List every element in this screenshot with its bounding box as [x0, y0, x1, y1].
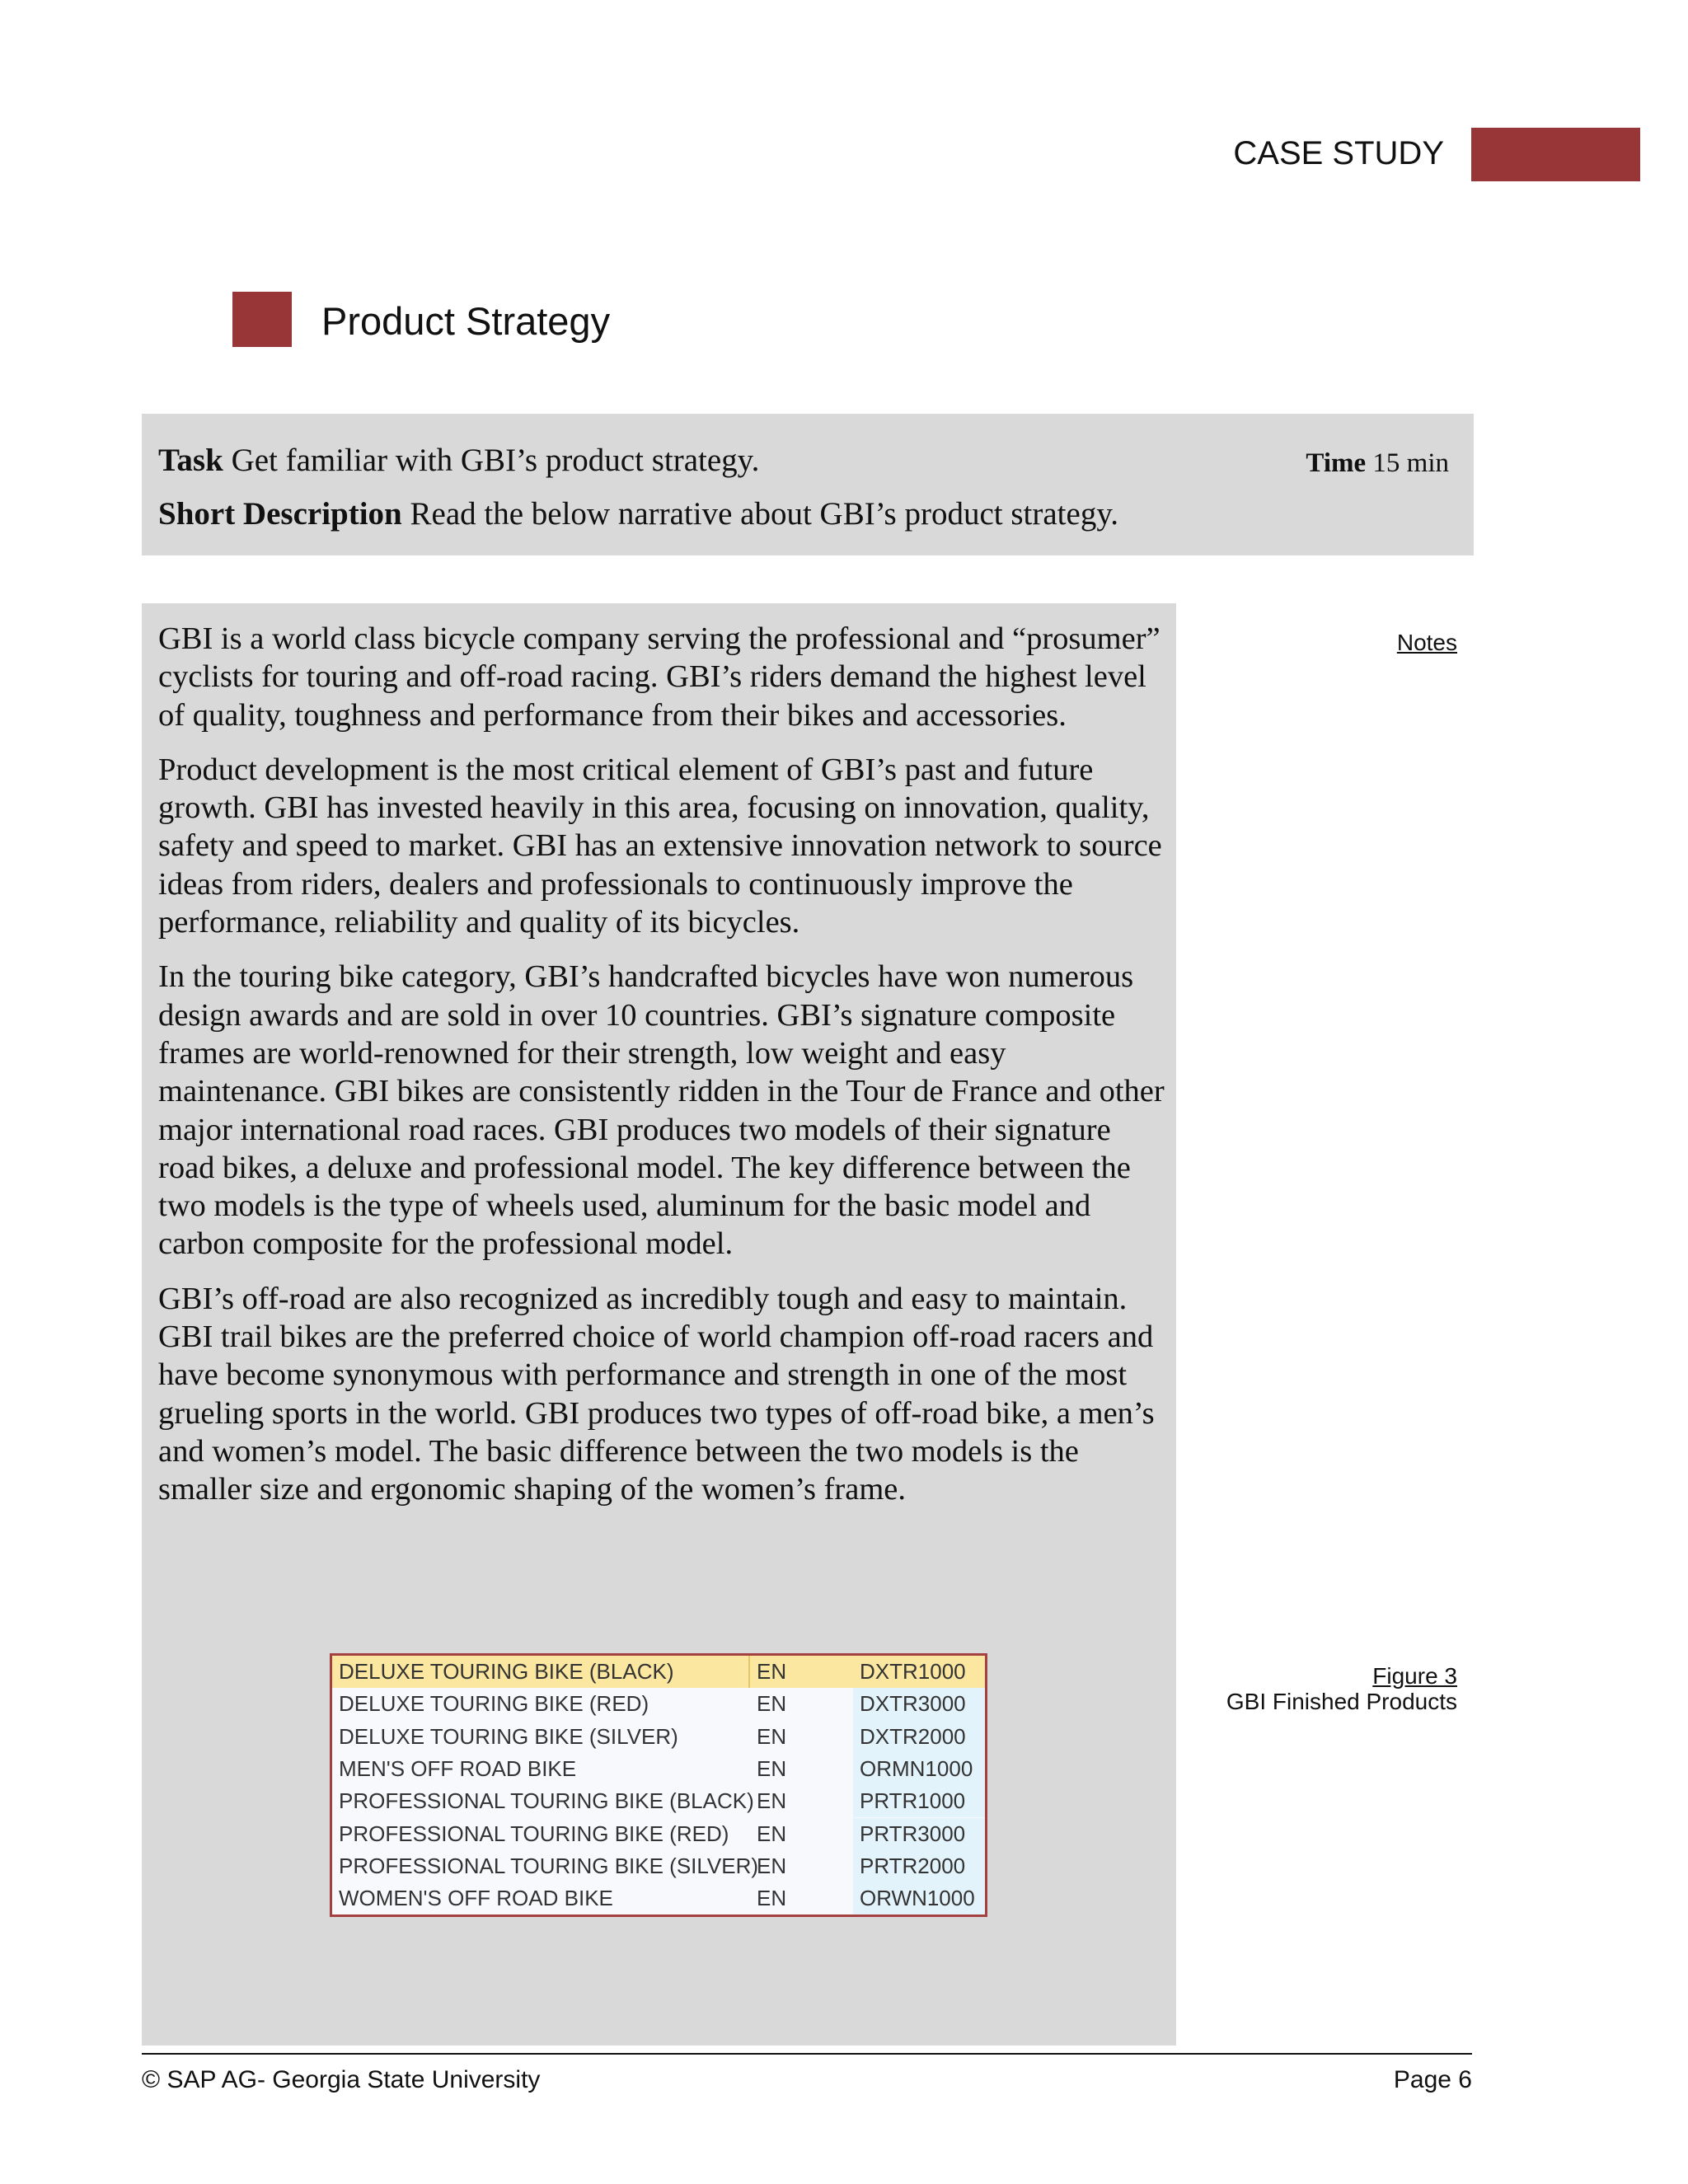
narrative-paragraph: In the touring bike category, GBI’s handcrafted bicycles have won numerous design awards and are sold in over 10 countries. GBI’s signature composite frames are world-renowned for their strength, low weight and easy maintenance. GBI bikes are consistently ridden in the Tour de France and other major international road races. GBI produces two models of their signature road bikes, a deluxe and professional model. The key difference between the two models is the type of wheels used, aluminum for the basic model and carbon composite for the professional model. — [158, 959, 1165, 1262]
product-language: EN — [757, 1691, 787, 1717]
product-code: PRTR3000 — [860, 1821, 966, 1846]
time-line — [1306, 448, 1449, 479]
figure-caption — [1154, 1663, 1457, 1714]
product-code: ORMN1000 — [860, 1755, 973, 1781]
task-box — [142, 414, 1474, 555]
table-row[interactable] — [332, 1882, 985, 1915]
description-text: Read the below narrative about GBI’s product strategy. — [410, 496, 1119, 532]
figure-caption-text: GBI Finished Products — [1226, 1689, 1457, 1714]
narrative-paragraph: GBI’s off-road are also recognized as incredibly tough and easy to maintain. GBI trail bikes are the preferred choice of world champion off-road racers and have become synonymous with performance and strength in one of the most grueling sports in the world. GBI produces two types of off-road bike, a men’s and women’s model. The basic difference between the two models is the smaller size and ergonomic shaping of the women’s frame. — [158, 1281, 1155, 1507]
table-row[interactable] — [332, 1656, 985, 1688]
table-row[interactable] — [332, 1818, 985, 1850]
header-accent-bar — [1471, 128, 1640, 181]
product-code: DXTR2000 — [860, 1723, 966, 1749]
narrative-paragraph: Product development is the most critical element of GBI’s past and future growth. GBI has invested heavily in this area, focusing on innovation, quality, safety and speed to market. GBI has an extensive innovation network to source ideas from riders, dealers and professionals to continuously improve the performance, reliability and quality of its bicycles. — [158, 752, 1162, 940]
product-language: EN — [757, 1788, 787, 1814]
product-language: EN — [757, 1723, 787, 1749]
product-name: PROFESSIONAL TOURING BIKE (RED) — [339, 1821, 729, 1846]
product-language: EN — [757, 1755, 787, 1781]
product-name: DELUXE TOURING BIKE (BLACK) — [339, 1659, 674, 1684]
finished-products-table — [330, 1653, 987, 1917]
task-text: Get familiar with GBI’s product strategy. — [231, 443, 760, 478]
product-language: EN — [757, 1821, 787, 1846]
task-label: Task — [158, 443, 223, 478]
product-name: MEN'S OFF ROAD BIKE — [339, 1755, 577, 1781]
product-language: EN — [757, 1886, 787, 1911]
table-row[interactable] — [332, 1688, 985, 1720]
product-language: EN — [757, 1853, 787, 1878]
title-square-icon — [232, 292, 292, 347]
header-label: CASE STUDY — [1233, 135, 1444, 171]
task-line — [158, 442, 759, 479]
page-title: Product Strategy — [321, 299, 611, 343]
product-code: ORWN1000 — [860, 1886, 975, 1911]
time-value: 15 min — [1372, 448, 1449, 478]
product-code: DXTR3000 — [860, 1691, 966, 1717]
product-name: PROFESSIONAL TOURING BIKE (SILVER) — [339, 1853, 759, 1878]
product-name: DELUXE TOURING BIKE (SILVER) — [339, 1723, 678, 1749]
product-name: PROFESSIONAL TOURING BIKE (BLACK) — [339, 1788, 754, 1814]
product-name: WOMEN'S OFF ROAD BIKE — [339, 1886, 613, 1911]
notes-link[interactable]: Notes — [1396, 630, 1457, 655]
description-line — [158, 495, 1118, 532]
footer-page-number: Page 6 — [1393, 2066, 1472, 2093]
narrative-text — [158, 620, 1168, 1526]
product-name: DELUXE TOURING BIKE (RED) — [339, 1691, 649, 1717]
product-code: DXTR1000 — [860, 1659, 966, 1684]
product-language: EN — [757, 1659, 787, 1684]
product-code: PRTR2000 — [860, 1853, 966, 1878]
table-row[interactable] — [332, 1785, 985, 1817]
time-label: Time — [1306, 448, 1367, 478]
figure-number: Figure 3 — [1372, 1663, 1457, 1689]
description-label: Short Description — [158, 496, 402, 532]
footer-copyright: © SAP AG- Georgia State University — [142, 2066, 541, 2093]
narrative-paragraph: GBI is a world class bicycle company serving the professional and “prosumer” cyclists for touring and off-road racing. GBI’s riders demand the highest level of quality, toughness and performance from their bikes and accessories. — [158, 621, 1160, 733]
product-code: PRTR1000 — [860, 1788, 966, 1814]
footer-divider — [142, 2053, 1472, 2055]
table-row[interactable] — [332, 1721, 985, 1753]
table-row[interactable] — [332, 1850, 985, 1882]
table-row[interactable] — [332, 1753, 985, 1785]
